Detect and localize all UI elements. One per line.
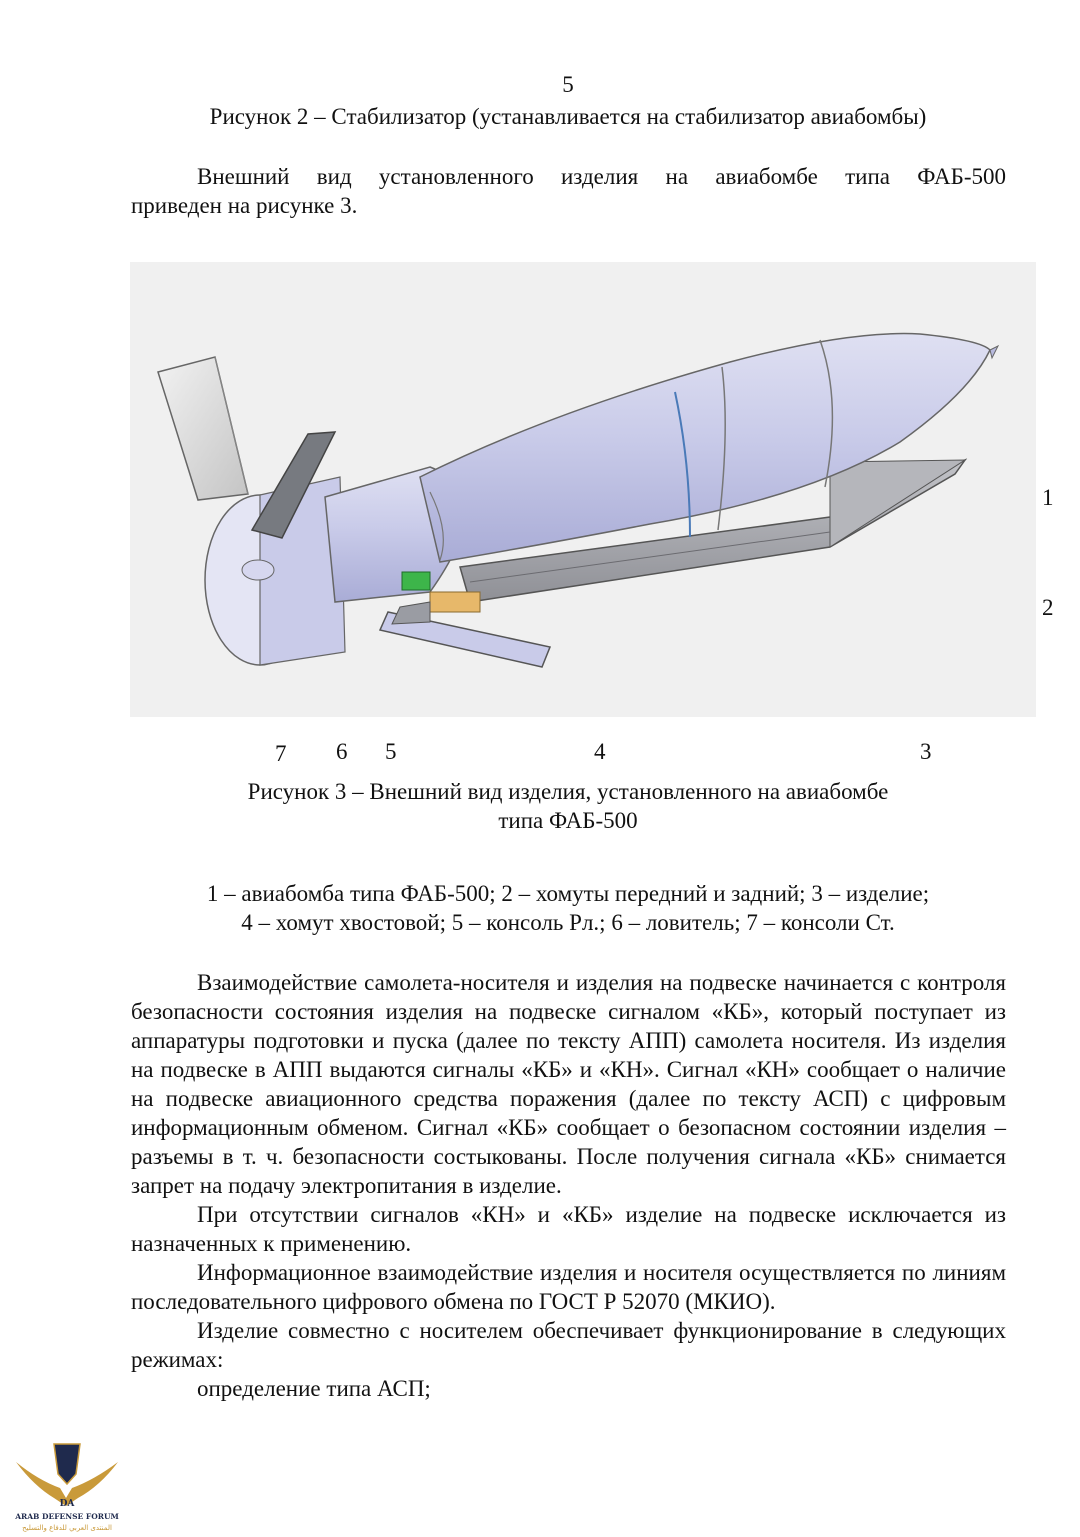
figure-label-5: 5 xyxy=(385,739,397,764)
figure-label-3: 3 xyxy=(920,739,932,764)
figure-label-4: 4 xyxy=(594,739,606,764)
body-paragraph-1: Взаимодействие самолета-носителя и изделия на подвеске начинается с контроля безопасности состояния изделия на подвеске сигналом «КБ», который поступает из аппаратуры подготовки и пуска (далее по тексту АПП) самолета носителя. Из изделия на подвеске в АПП выдаются сигналы «КБ» и «КН». Сигнал «КН» сообщает о наличие на подвеске авиационного средства поражения (далее по тексту АСП) с цифровым информационным обменом. Сигнал «КБ» сообщает о безопасном состоянии изделия – разъемы в т. ч. безопасности состыкованы. После получения сигнала «КБ» снимается запрет на подачу электропитания в изделие. xyxy=(131,970,1006,1198)
intro-paragraph xyxy=(131,163,1006,220)
intro-line-1: Внешний вид установленного изделия на авиабомбе типа ФАБ-500 xyxy=(197,164,1006,189)
body-text xyxy=(131,968,1006,1403)
figure3-legend-line-1: 1 – авиабомба типа ФАБ-500; 2 – хомуты передний и задний; 3 – изделие; xyxy=(206,881,930,906)
figure-label-1: 1 xyxy=(1042,485,1054,510)
body-paragraph-2: При отсутствии сигналов «КН» и «КБ» изделие на подвеске исключается из назначенных к применению. xyxy=(131,1202,1006,1256)
figure-label-6: 6 xyxy=(336,739,348,764)
body-paragraph-4: Изделие совместно с носителем обеспечивает функционирование в следующих режимах: xyxy=(131,1318,1006,1372)
figure-label-2: 2 xyxy=(1042,595,1054,620)
logo-mark: DA xyxy=(59,1499,75,1509)
logo-text-en: ARAB DEFENSE FORUM xyxy=(15,1512,119,1521)
arab-defense-forum-logo xyxy=(8,1440,126,1534)
catcher xyxy=(402,572,430,590)
figure3-caption-line-1: Рисунок 3 – Внешний вид изделия, установленного на авиабомбе xyxy=(247,779,889,804)
body-paragraph-5: определение типа АСП; xyxy=(197,1376,431,1401)
figure-label-7: 7 xyxy=(275,741,287,766)
page-number: 5 xyxy=(562,72,574,97)
tail-clamp xyxy=(430,592,480,612)
intro-line-2: приведен на рисунке 3. xyxy=(131,192,358,218)
figure2-caption: Рисунок 2 – Стабилизатор (устанавливается на стабилизатор авиабомбы) xyxy=(209,104,927,129)
figure3-bomb-illustration xyxy=(130,262,1036,717)
figure3-caption-line-2: типа ФАБ-500 xyxy=(498,808,638,833)
figure3-legend-line-2: 4 – хомут хвостовой; 5 – консоль Рл.; 6 – ловитель; 7 – консоли Ст. xyxy=(241,910,895,935)
logo-text-ar: المنتدى العربي للدفاع والتسليح xyxy=(22,1524,112,1532)
body-paragraph-3: Информационное взаимодействие изделия и носителя осуществляется по линиям последовательного цифрового обмена по ГОСТ Р 52070 (МКИО). xyxy=(131,1260,1006,1314)
